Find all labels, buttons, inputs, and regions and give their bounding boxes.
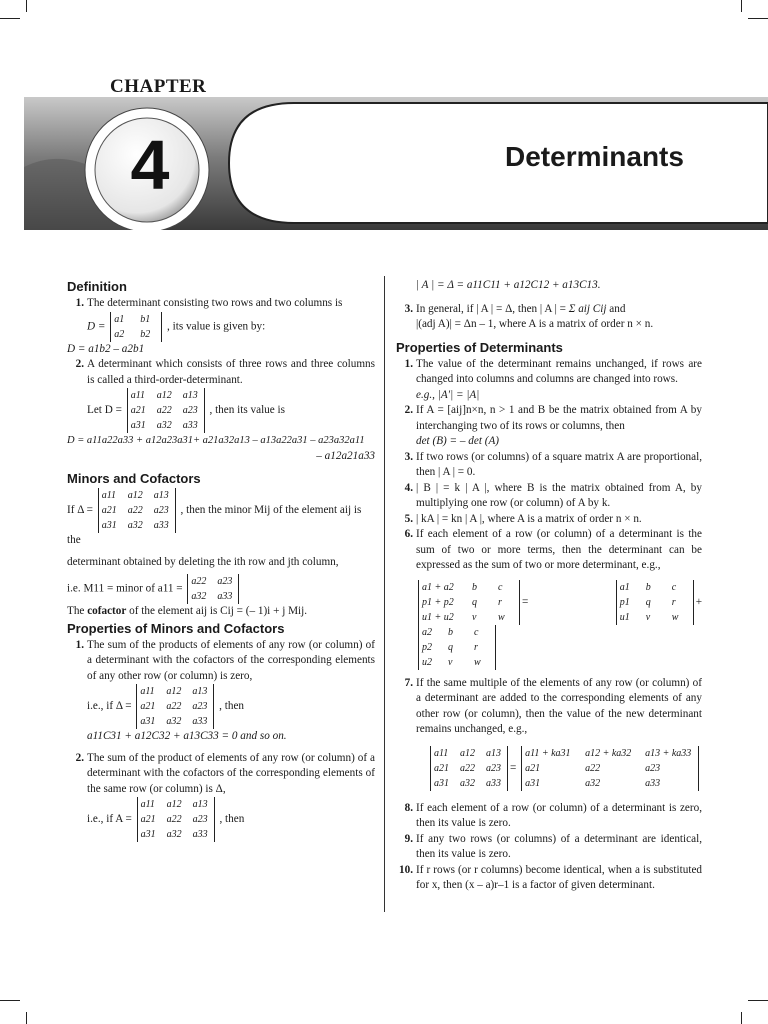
formula: D = a1b2 – a2b1 xyxy=(67,342,145,355)
determinant-3x3: a11 a12 a13 a21 a22 a23 a31 a32 a33 xyxy=(137,797,215,842)
list-item xyxy=(396,450,702,481)
list-item xyxy=(67,638,375,745)
determinant-3x3: a11 a12 a13 a21 a22 a23 a31 a32 a33 xyxy=(98,488,176,533)
item-text: If the same multiple of the elements of any row (or column) of a determinant are added to the corresponding elements of any other row (or column), then the value of the new determinant remains unchanged, e.g., xyxy=(416,676,702,735)
item-number: 2. xyxy=(404,404,413,416)
item-text: If A = [aij]n×n, n > 1 and B be the matrix obtained from A by interchanging two of its rows or columns, then xyxy=(416,404,702,432)
determinant-2x2: a1 b1 a2 b2 xyxy=(110,312,162,342)
item-text: and xyxy=(609,302,626,315)
math-text: Let D = xyxy=(87,404,122,417)
item-text: cofactor xyxy=(87,605,127,617)
props-minors-heading: Properties of Minors and Cofactors xyxy=(67,620,285,636)
item-text: The sum of the product of elements of any row (or column) of a determinant with the cofactors of the corresponding elements of the same row (or column) is Δ, xyxy=(87,751,375,795)
item-text: If two rows (or columns) of a square matrix A are proportional, then | A | = 0. xyxy=(416,450,702,478)
determinant-example: a11 a12 a13 a21 a22 a23 a31 a32 a33 xyxy=(430,746,508,791)
list-item xyxy=(396,403,702,450)
minors-heading: Minors and Cofactors xyxy=(67,471,201,486)
definition-heading: Definition xyxy=(67,279,127,294)
math-text: i.e., if Δ = xyxy=(87,700,132,713)
column-divider xyxy=(384,276,385,912)
item-number: 3. xyxy=(404,302,413,315)
list-item xyxy=(396,512,702,528)
item-text: , then xyxy=(219,700,245,713)
left-column xyxy=(67,278,375,842)
list-item xyxy=(396,481,702,512)
formula: det (B) = – det (A) xyxy=(416,435,500,447)
list-item: 7. If the same multiple of the elements of any row (or column) of a determinant are added to the corresponding elements of any other row (or column), then the value of the new determinant remains unchanged, e.g., a11 a12 a13 a21 a22 a23 a31 a32 a33 = a11 + ka31 a12 + ka32 a13 + ka33 a21 a22 a23 a31 a32 a33 xyxy=(396,676,702,791)
chapter-label: CHAPTER xyxy=(110,76,207,97)
item-text: of the element aij is Cij = (– 1)i + j Mij. xyxy=(129,605,308,617)
determinant-example: a1 + a2 b c p1 + p2 q r u1 + u2 v w xyxy=(418,580,520,625)
item-text: The value of the determinant remains unchanged, if rows are changed into columns and columns are changed into rows. xyxy=(416,357,702,385)
item-text: | kA | = kn | A |, where A is a matrix of order n × n. xyxy=(416,512,642,525)
list-item xyxy=(396,863,702,894)
item-number: 9. xyxy=(404,832,413,845)
item-number: 8. xyxy=(404,801,413,814)
list-item xyxy=(67,751,375,843)
chapter-number: 4 xyxy=(130,126,170,204)
determinant-example: a11 + ka31 a12 + ka32 a13 + ka33 a21 a22 a23 a31 a32 a33 xyxy=(521,746,699,791)
item-number: 1. xyxy=(404,357,413,370)
math-text: If Δ = xyxy=(67,504,93,517)
page-title: Determinants xyxy=(505,141,684,172)
right-column xyxy=(396,278,702,894)
crop-mark xyxy=(741,1012,742,1024)
crop-mark xyxy=(741,0,742,12)
props-determinants-heading: Properties of Determinants xyxy=(396,339,563,355)
formula: a11C31 + a12C32 + a13C33 = 0 and so on. xyxy=(87,730,287,742)
list-item xyxy=(67,296,375,357)
item-text: , then its value is xyxy=(209,404,285,417)
crop-mark xyxy=(748,18,768,19)
item-text: If r rows (or r columns) become identical, when a is substituted for x, then (x – a)r–1 is a factor of given determinant. xyxy=(416,863,702,891)
item-number: 3. xyxy=(404,450,413,463)
crop-mark xyxy=(26,1012,27,1024)
item-number: 7. xyxy=(404,676,413,689)
list-item xyxy=(396,302,702,333)
formula: e.g., |A′| = |A| xyxy=(416,388,480,401)
item-text: |(adj A)| = Δn – 1, where A is a matrix of order n × n. xyxy=(416,318,654,330)
item-text: The sum of the products of elements of any row (or column) of a determinant with the cofactors of the corresponding elements of any other row (or column) is zero, xyxy=(87,638,375,682)
list-item xyxy=(396,357,702,404)
formula: Σ aij Cij xyxy=(568,302,607,315)
determinant-example: a1 b c p1 q r u1 v w xyxy=(616,580,694,625)
determinant-3x3: a11 a12 a13 a21 a22 a23 a31 a32 a33 xyxy=(136,684,214,729)
item-text: | B | = k | A |, where B is the matrix obtained from A, by multiplying one row (or column) of A by k. xyxy=(416,481,702,509)
item-text: determinant obtained by deleting the ith row and jth column, xyxy=(67,555,339,568)
item-text: The determinant consisting two rows and two columns is xyxy=(87,297,343,309)
item-number: 5. xyxy=(404,512,413,525)
item-text: If each element of a row (or column) of a determinant is the sum of two or more terms, then the determinant can be expressed as the sum of two or more determinant, e.g., xyxy=(416,528,702,571)
list-item xyxy=(396,832,702,863)
item-number: 1. xyxy=(75,297,84,309)
item-number: 1. xyxy=(75,638,84,651)
item-text: In general, if | A | = Δ, then | A | = xyxy=(416,302,566,315)
item-text: If each element of a row (or column) of a determinant is zero, then its value is zero. xyxy=(416,801,702,829)
determinant-example: a2 b c p2 q r u2 v w xyxy=(418,625,496,670)
item-text: , then the minor Mij of the element aij is the xyxy=(67,504,362,546)
list-item xyxy=(67,357,375,464)
determinant-3x3: a11 a12 a13 a21 a22 a23 a31 a32 a33 xyxy=(127,388,205,433)
item-number: 2. xyxy=(75,751,84,764)
item-text: If any two rows (or columns) of a determinant are identical, then its value is zero. xyxy=(416,832,702,860)
crop-mark xyxy=(748,1000,768,1001)
crop-mark xyxy=(0,1000,20,1001)
item-text: , its value is given by: xyxy=(167,320,266,333)
list-item: 6. If each element of a row (or column) of a determinant is the sum of two or more terms, then the determinant can be expressed as the sum of two or more determinant, e.g., a1 + a2 b c p1 + p2 q r u1 + u2 v w = a1 b c p1 q r u1 v w + a2 b c p2 q r u2 v w xyxy=(396,527,702,670)
item-text: A determinant which consists of three rows and three columns is called a third-order-determinant. xyxy=(87,358,375,386)
item-number: 4. xyxy=(404,481,413,494)
math-text: D = xyxy=(87,320,106,333)
determinant-2x2: a22 a23 a32 a33 xyxy=(187,574,239,604)
formula: D = a11a22a33 + a12a23a31+ a21a32a13 – a13a22a31 – a23a32a11 xyxy=(67,435,365,446)
math-text: i.e., if A = xyxy=(87,813,132,826)
item-text: , then xyxy=(219,813,245,826)
crop-mark xyxy=(0,18,20,19)
formula: | A | = Δ = a11C11 + a12C12 + a13C13. xyxy=(416,279,601,291)
formula: – a12a21a33 xyxy=(316,449,375,462)
crop-mark xyxy=(26,0,27,12)
item-number: 2. xyxy=(75,358,84,370)
list-item xyxy=(396,801,702,832)
item-number: 6. xyxy=(404,528,413,540)
item-text: The xyxy=(67,605,85,617)
item-number: 10. xyxy=(399,863,413,876)
math-text: i.e. M11 = minor of a11 = xyxy=(67,582,183,595)
